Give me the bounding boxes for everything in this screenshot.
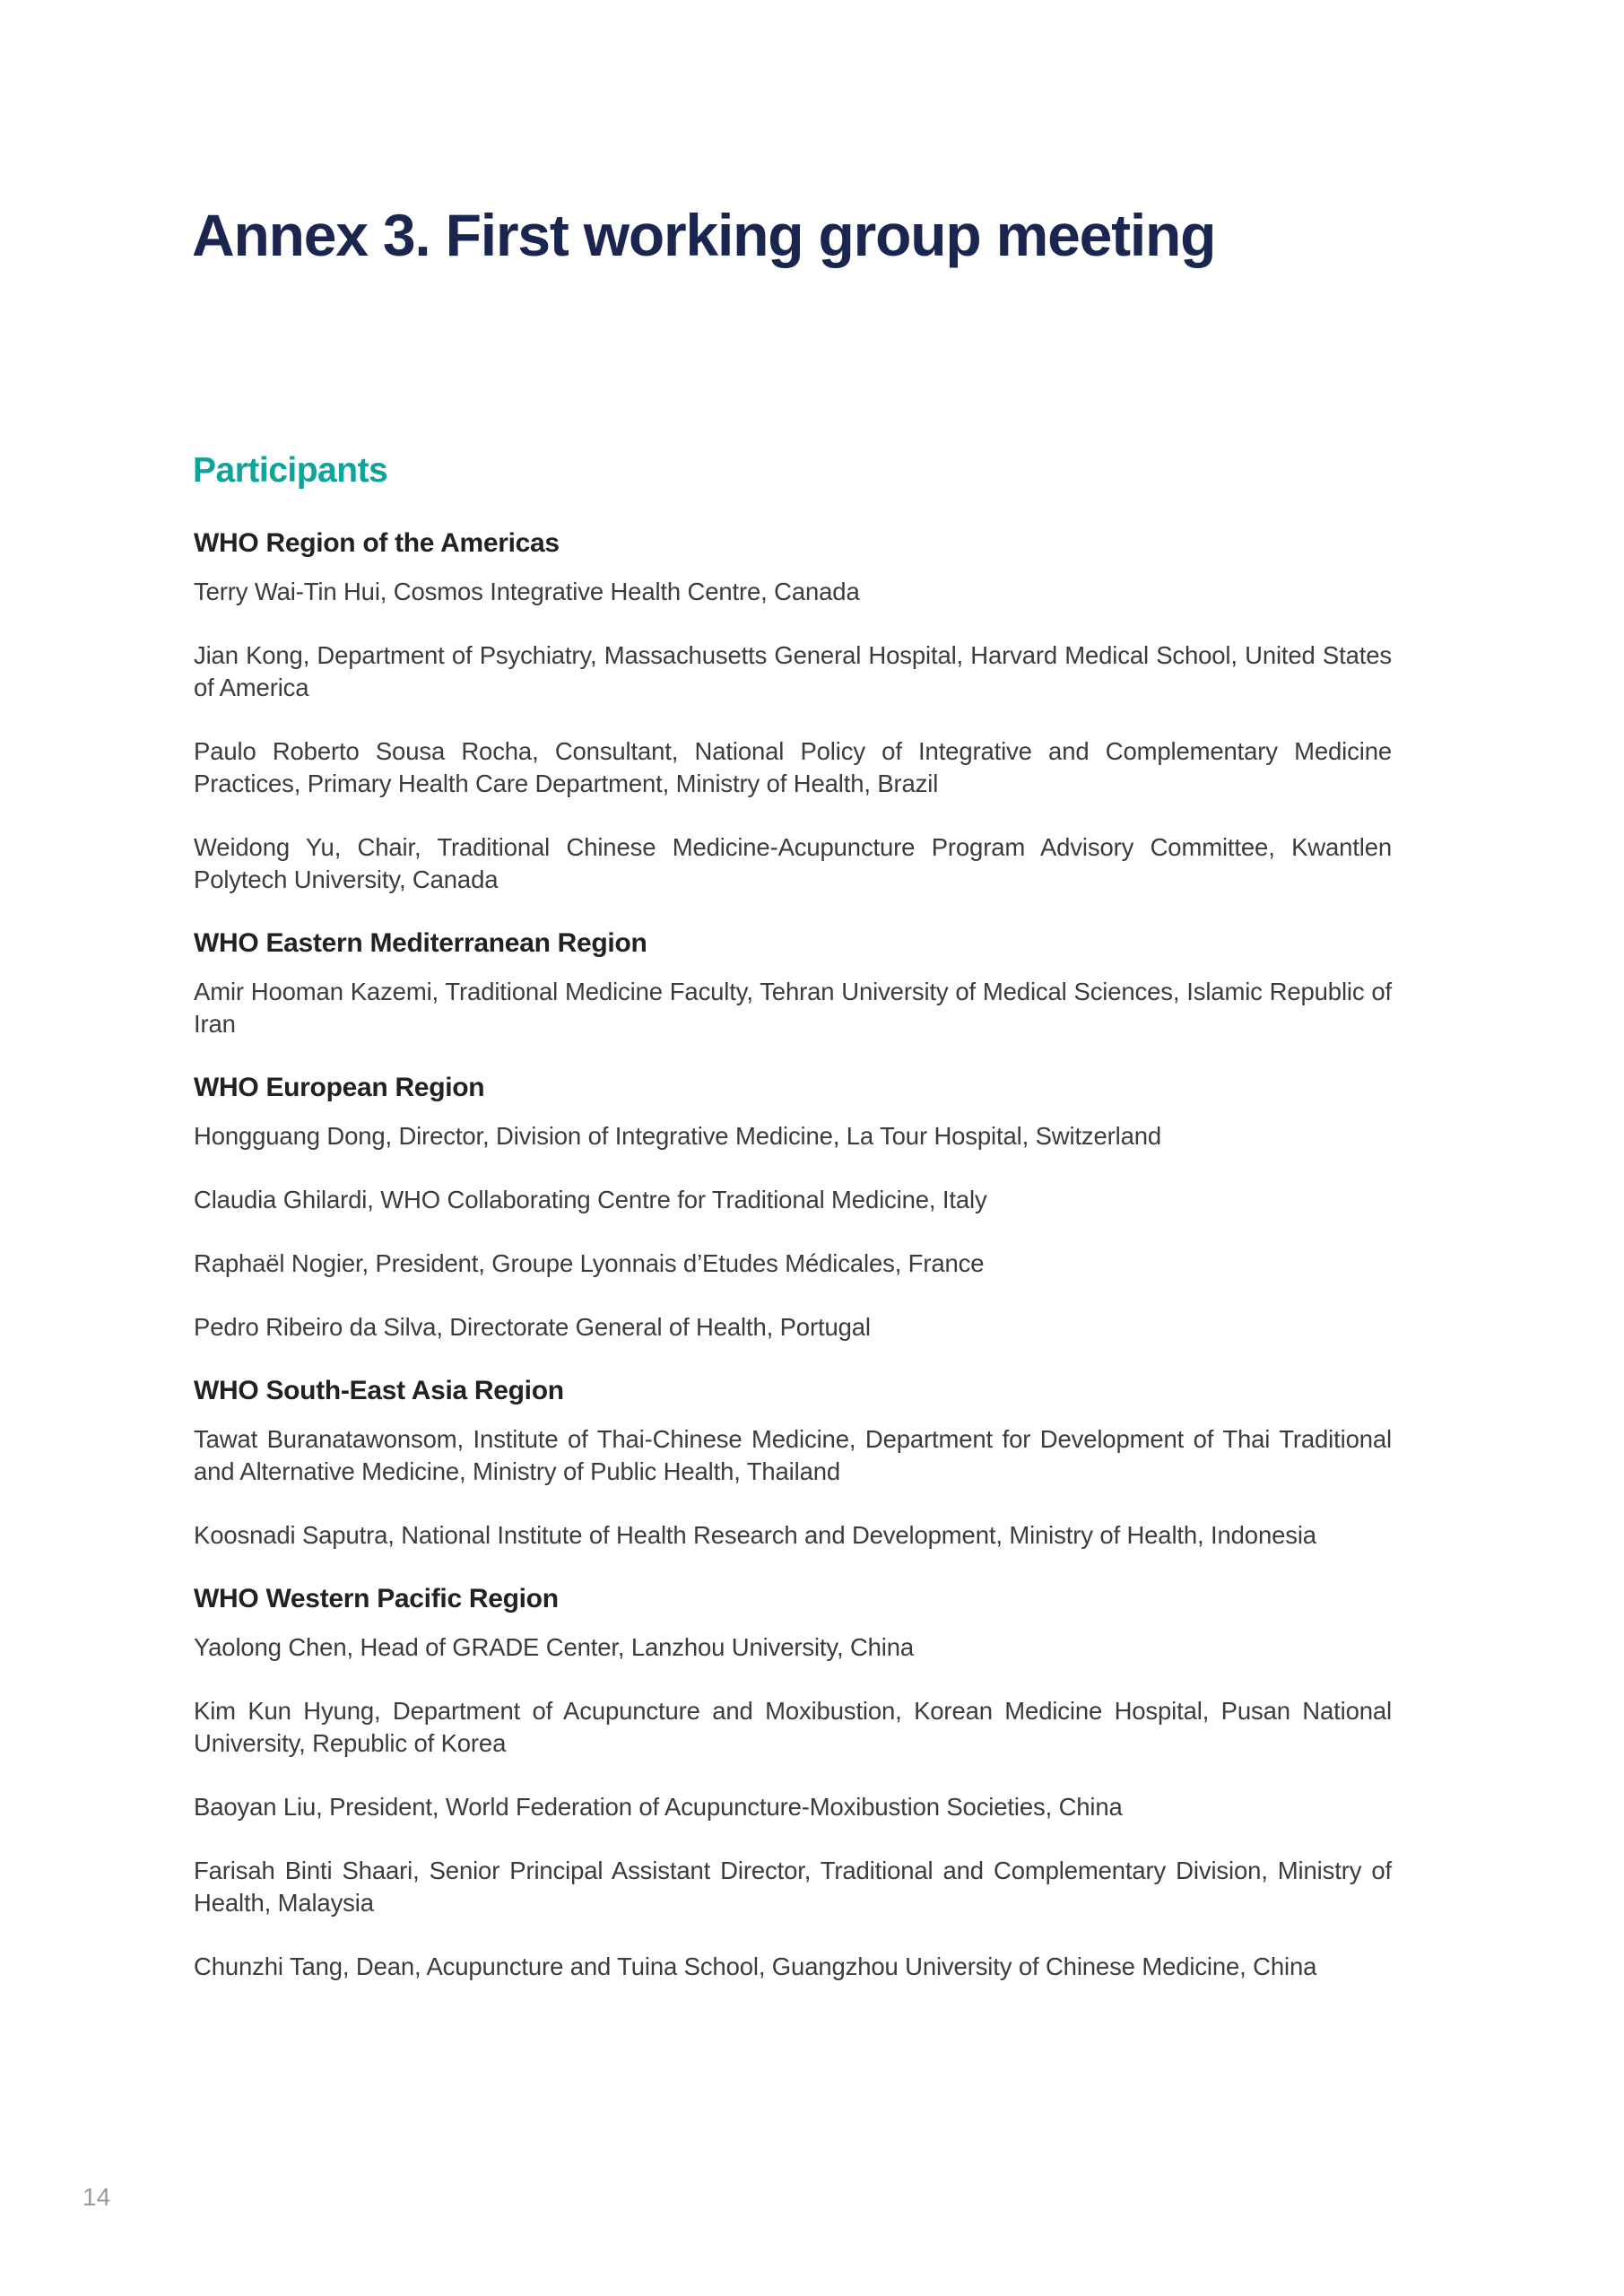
region-heading: WHO Western Pacific Region — [194, 1584, 559, 1613]
participant-entry: Jian Kong, Department of Psychiatry, Massachusetts General Hospital, Harvard Medical School, United States of America — [194, 641, 1392, 701]
participant-entry: Hongguang Dong, Director, Division of Integrative Medicine, La Tour Hospital, Switzerland — [194, 1122, 1162, 1150]
page-number: 14 — [83, 2183, 111, 2211]
region-heading: WHO European Region — [194, 1073, 485, 1102]
participant-entry: Claudia Ghilardi, WHO Collaborating Centre for Traditional Medicine, Italy — [194, 1186, 987, 1213]
region-heading: WHO Eastern Mediterranean Region — [194, 928, 647, 958]
participant-entry: Yaolong Chen, Head of GRADE Center, Lanzhou University, China — [194, 1633, 915, 1661]
region-heading: WHO Region of the Americas — [194, 528, 560, 558]
participants-list — [194, 527, 1392, 2014]
participant-entry: Chunzhi Tang, Dean, Acupuncture and Tuina School, Guangzhou University of Chinese Medicine, China — [194, 1952, 1317, 1980]
participant-entry: Farisah Binti Shaari, Senior Principal Assistant Director, Traditional and Complementary Division, Ministry of Health, Malaysia — [194, 1857, 1392, 1917]
page-title: Annex 3. First working group meeting — [192, 202, 1216, 268]
region-americas — [194, 527, 1392, 896]
participant-entry: Amir Hooman Kazemi, Traditional Medicine Faculty, Tehran University of Medical Sciences, Islamic Republic of Iran — [194, 978, 1392, 1038]
participant-entry: Weidong Yu, Chair, Traditional Chinese Medicine-Acupuncture Program Advisory Committee, Kwantlen Polytech University, Canada — [194, 833, 1392, 893]
region-western-pacific — [194, 1583, 1392, 1983]
participant-entry: Koosnadi Saputra, National Institute of Health Research and Development, Ministry of Health, Indonesia — [194, 1521, 1316, 1549]
participant-entry: Terry Wai-Tin Hui, Cosmos Integrative Health Centre, Canada — [194, 578, 860, 605]
participants-heading: Participants — [193, 451, 388, 490]
participant-entry: Paulo Roberto Sousa Rocha, Consultant, National Policy of Integrative and Complementary Medicine Practices, Primary Health Care Department, Ministry of Health, Brazil — [194, 737, 1392, 797]
participant-entry: Kim Kun Hyung, Department of Acupuncture and Moxibustion, Korean Medicine Hospital, Pusan National University, Republic of Korea — [194, 1697, 1392, 1757]
region-european — [194, 1072, 1392, 1344]
region-eastern-mediterranean — [194, 927, 1392, 1040]
participant-entry: Pedro Ribeiro da Silva, Directorate General of Health, Portugal — [194, 1313, 871, 1341]
participant-entry: Baoyan Liu, President, World Federation of Acupuncture-Moxibustion Societies, China — [194, 1793, 1123, 1821]
region-heading: WHO South-East Asia Region — [194, 1376, 564, 1405]
region-south-east-asia — [194, 1375, 1392, 1552]
participant-entry: Tawat Buranatawonsom, Institute of Thai-Chinese Medicine, Department for Development of Thai Traditional and Alternative Medicine, Ministry of Public Health, Thailand — [194, 1425, 1392, 1485]
participant-entry: Raphaël Nogier, President, Groupe Lyonnais d’Etudes Médicales, France — [194, 1249, 985, 1277]
